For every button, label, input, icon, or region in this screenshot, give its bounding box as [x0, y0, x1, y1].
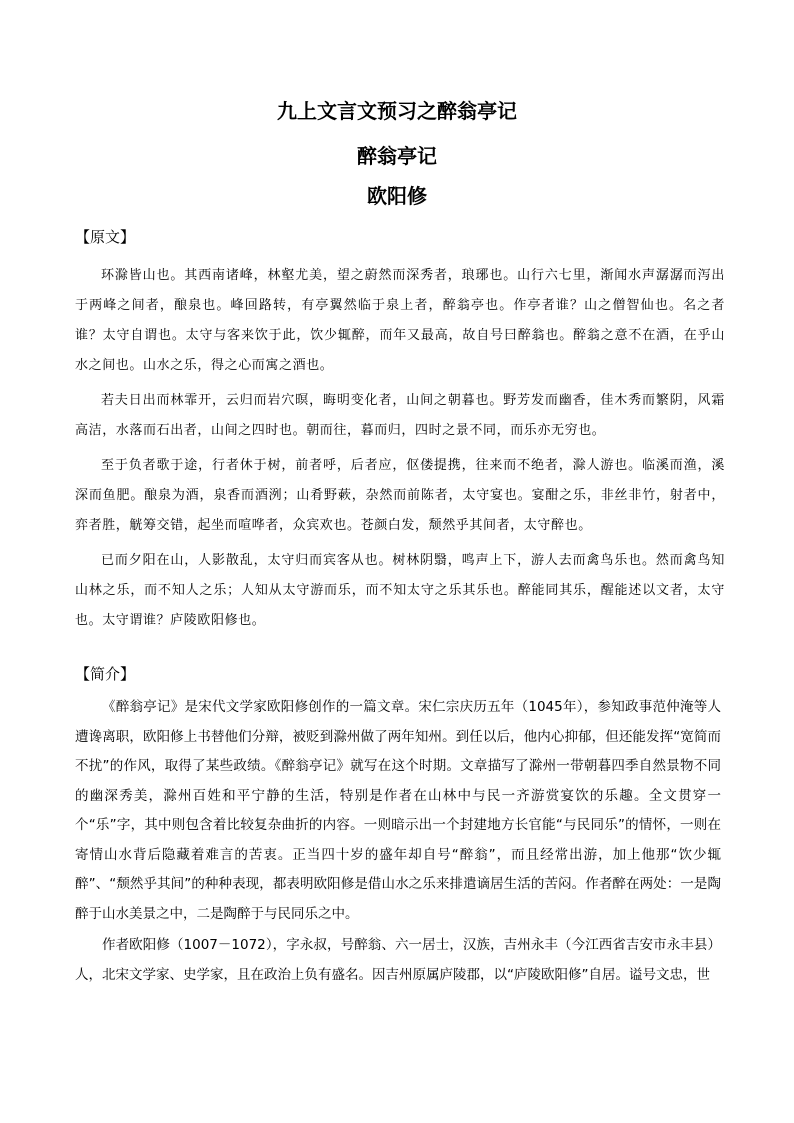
- introduction-body: [75, 693, 721, 992]
- original-paragraph: 已而夕阳在山，人影散乱，太守归而宾客从也。树林阴翳，鸣声上下，游人去而禽鸟乐也。然而禽鸟知山林之乐，而不知人之乐；人知从太守游而乐，而不知太守之乐其乐也。醉能同其乐，醒能述以文者，太守也。太守谓谁？庐陵欧阳修也。: [75, 553, 725, 628]
- section-heading-original-text: 【原文】: [75, 228, 136, 246]
- article-title: 醉翁亭记: [357, 144, 437, 168]
- original-text-body: [75, 261, 725, 641]
- introduction-paragraph: 《醉翁亭记》是宋代文学家欧阳修创作的一篇文章。宋仁宗庆历五年（1045年），参知政事范仲淹等人遭谗离职，欧阳修上书替他们分辩，被贬到滁州做了两年知州。到任以后，他内心抑郁，但还能发挥“宽简而不扰”的作风，取得了某些政绩。《醉翁亭记》就写在这个时期。文章描写了滁州一带朝暮四季自然景物不同的幽深秀美，滁州百姓和平宁静的生活，特别是作者在山林中与民一齐游赏宴饮的乐趣。全文贯穿一个“乐”字，其中则包含着比较复杂曲折的内容。一则暗示出一个封建地方长官能“与民同乐”的情怀，一则在寄情山水背后隐藏着难言的苦衷。正当四十岁的盛年却自号“醉翁”，而且经常出游，加上他那“饮少辄醉”、“颓然乎其间”的种种表现，都表明欧阳修是借山水之乐来排遣谪居生活的苦闷。作者醉在两处：一是陶醉于山水美景之中，二是陶醉于与民同乐之中。: [75, 699, 721, 922]
- section-heading-introduction: 【简介】: [75, 665, 136, 683]
- page-bottom-margin: [0, 1015, 794, 1123]
- original-paragraph: 若夫日出而林霏开，云归而岩穴暝，晦明变化者，山间之朝暮也。野芳发而幽香，佳木秀而繁阴，风霜高洁，水落而石出者，山间之四时也。朝而往，暮而归，四时之景不同，而乐亦无穷也。: [75, 393, 725, 438]
- original-paragraph: 环滁皆山也。其西南诸峰，林壑尤美，望之蔚然而深秀者，琅琊也。山行六七里，渐闻水声潺潺而泻出于两峰之间者，酿泉也。峰回路转，有亭翼然临于泉上者，醉翁亭也。作亭者谁？山之僧智仙也。名之者谁？太守自谓也。太守与客来饮于此，饮少辄醉，而年又最高，故自号曰醉翁也。醉翁之意不在酒，在乎山水之间也。山水之乐，得之心而寓之酒也。: [75, 268, 725, 373]
- article-author: 欧阳修: [367, 184, 427, 208]
- introduction-paragraph: 作者欧阳修（1007－1072），字永叔，号醉翁、六一居士，汉族，吉州永丰（今江西省吉安市永丰县）人，北宋文学家、史学家，且在政治上负有盛名。因吉州原属庐陵郡，以“庐陵欧阳修”自居。谥号文忠，世: [75, 937, 721, 983]
- original-paragraph: 至于负者歌于途，行者休于树，前者呼，后者应，伛偻提携，往来而不绝者，滁人游也。临溪而渔，溪深而鱼肥。酿泉为酒，泉香而酒洌；山肴野蔌，杂然而前陈者，太守宴也。宴酣之乐，非丝非竹，射者中，弈者胜，觥筹交错，起坐而喧哗者，众宾欢也。苍颜白发，颓然乎其间者，太守醉也。: [75, 458, 725, 533]
- document-title: 九上文言文预习之醉翁亭记: [277, 99, 517, 123]
